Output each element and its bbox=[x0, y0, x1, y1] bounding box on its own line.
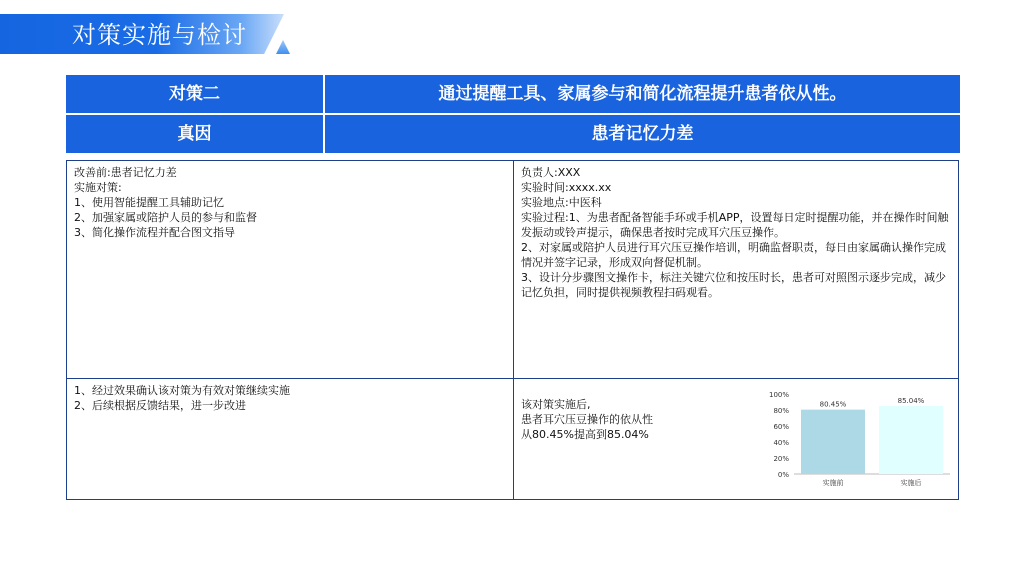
y-tick-label: 60% bbox=[773, 423, 789, 431]
countermeasure-description: 通过提醒工具、家属参与和简化流程提升患者依从性。 bbox=[438, 84, 847, 104]
title-accent-triangle bbox=[276, 40, 290, 54]
bar-data-label: 80.45% bbox=[819, 400, 847, 409]
grid-vertical-divider bbox=[513, 161, 514, 499]
y-tick-label: 20% bbox=[773, 455, 789, 463]
before-line: 3、简化操作流程并配合图文指导 bbox=[74, 226, 235, 239]
implementation-plan-cell bbox=[521, 165, 953, 300]
countermeasure-header-table bbox=[66, 75, 960, 155]
before-line: 实施对策: bbox=[74, 181, 122, 194]
x-tick-label: 实施后 bbox=[900, 479, 922, 487]
plan-line: 2、对家属或陪护人员进行耳穴压豆操作培训，明确监督职责，每日由家属确认操作完成情况并签字记录，形成双向督促机制。 bbox=[521, 241, 946, 269]
result-summary-cell bbox=[521, 397, 701, 442]
result-line: 从80.45%提高到85.04% bbox=[521, 428, 649, 441]
conclusion-line: 1、经过效果确认该对策为有效对策继续实施 bbox=[74, 384, 290, 397]
conclusion-line: 2、后续根据反馈结果，进一步改进 bbox=[74, 399, 246, 412]
y-tick-label: 0% bbox=[777, 471, 789, 479]
header-row-countermeasure bbox=[66, 75, 960, 113]
bar bbox=[879, 406, 943, 474]
root-cause-value: 患者记忆力差 bbox=[591, 124, 694, 144]
plan-line: 3、设计分步骤图文操作卡，标注关键穴位和按压时长，患者可对照图示逐步完成，减少记忆负担，同时提供视频教程扫码观看。 bbox=[521, 271, 946, 299]
y-tick-label: 40% bbox=[773, 439, 789, 447]
plan-line: 实验过程:1、为患者配备智能手环或手机APP，设置每日定时提醒功能，并在操作时间触发振动或铃声提示，确保患者按时完成耳穴压豆操作。 bbox=[521, 211, 949, 239]
plan-line: 负责人:XXX bbox=[521, 166, 581, 179]
countermeasure-label: 对策二 bbox=[66, 75, 325, 113]
plan-line: 实验地点:中医科 bbox=[521, 196, 602, 209]
result-line: 该对策实施后, bbox=[521, 398, 591, 411]
grid-horizontal-divider bbox=[67, 378, 958, 379]
root-cause-label: 真因 bbox=[66, 115, 325, 153]
conclusion-cell bbox=[74, 383, 504, 413]
result-line: 患者耳穴压豆操作的依从性 bbox=[521, 413, 653, 426]
bar-data-label: 85.04% bbox=[897, 396, 925, 405]
x-tick-label: 实施前 bbox=[822, 479, 844, 487]
compliance-bar-chart bbox=[754, 389, 954, 491]
before-line: 1、使用智能提醒工具辅助记忆 bbox=[74, 196, 224, 209]
y-tick-label: 80% bbox=[773, 407, 789, 415]
y-tick-label: 100% bbox=[768, 391, 789, 399]
page-title: 对策实施与检讨 bbox=[72, 21, 247, 49]
before-line: 改善前:患者记忆力差 bbox=[74, 166, 177, 179]
bar bbox=[801, 410, 865, 474]
before-line: 2、加强家属或陪护人员的参与和监督 bbox=[74, 211, 257, 224]
before-improvement-cell bbox=[74, 165, 504, 240]
plan-line: 实验时间:xxxx.xx bbox=[521, 181, 612, 194]
header-row-root-cause bbox=[66, 115, 960, 153]
